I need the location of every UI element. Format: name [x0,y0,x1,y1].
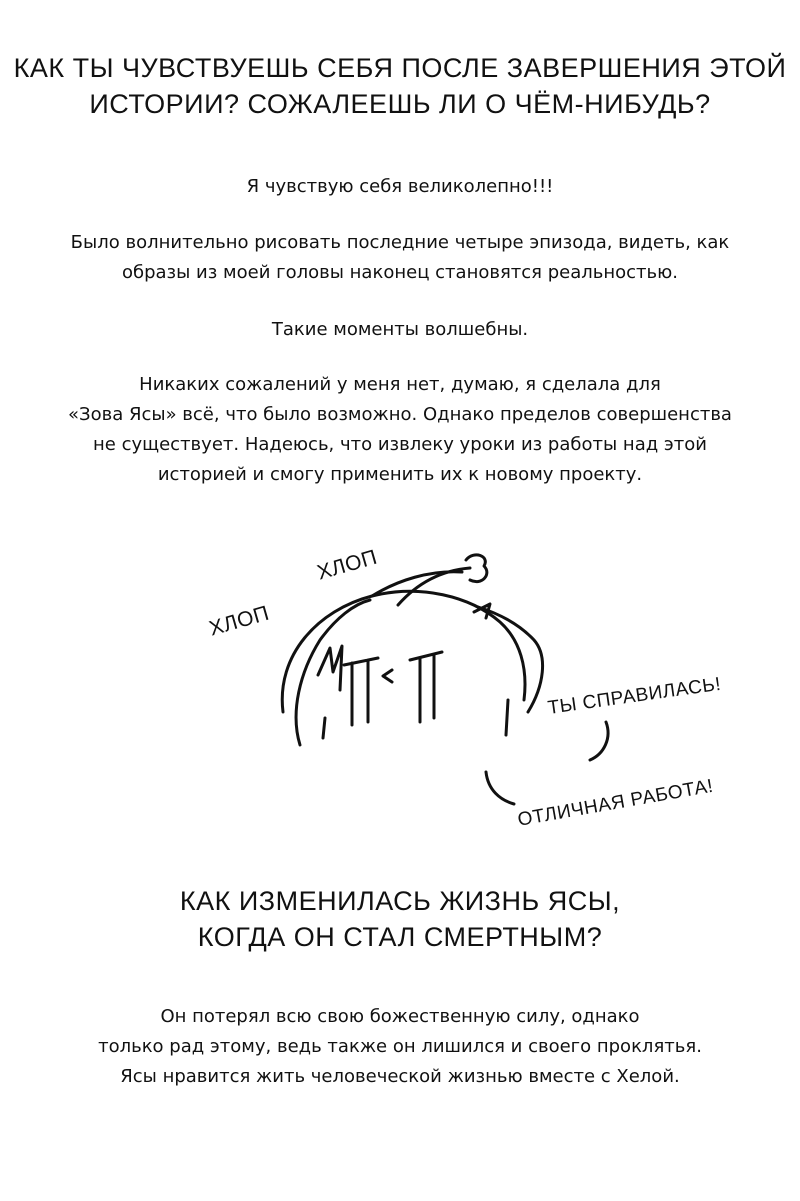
left-arm [296,600,370,745]
paragraph-line: только рад этому, ведь также он лишился и своего проклятья. [98,1036,702,1057]
paragraph-line: Никаких сожалений у меня нет, думаю, я сделала для [139,374,661,395]
speech-you-did-it: ТЫ СПРАВИЛАСЬ! [546,673,723,719]
paragraph-line: Я чувствую себя великолепно!!! [246,176,554,197]
left-hand [318,646,342,690]
question-heading-1 [0,50,800,122]
heading-line: КОГДА ОН СТАЛ СМЕРТНЫМ? [197,922,603,952]
paragraph-line: «Зова Ясы» всё, что было возможно. Однако пределов совершенства [68,404,732,425]
paragraph-line: Было волнительно рисовать последние четыре эпизода, видеть, как [70,232,730,253]
body-line-right [506,700,508,735]
head-outline [282,591,525,712]
paragraph-line: Он потерял всю свою божественную силу, однако [160,1006,640,1027]
answer-paragraph-5 [40,1002,760,1092]
right-hand [466,555,487,582]
hair-strand [372,572,462,596]
right-eye [410,652,442,722]
sfx-clap-left: ХЛОП [206,601,272,641]
paragraph-line: историей и смогу применить их к новому проекту. [157,464,643,485]
answer-paragraph-2 [40,228,760,288]
heading-line: КАК ИЗМЕНИЛАСЬ ЖИЗНЬ ЯСЫ, [179,886,621,916]
paragraph-line: Ясы нравится жить человеческой жизнью вместе с Хелой. [120,1066,680,1087]
question-heading-2 [0,883,800,955]
body-line-left [323,718,325,738]
paragraph-line: не существует. Надеюсь, что извлеку уроки из работы над этой [93,434,707,455]
heading-line: ИСТОРИИ? СОЖАЛЕЕШЬ ЛИ О ЧЁМ-НИБУДЬ? [89,89,711,119]
mouth [383,670,392,682]
speech-tail-1 [590,722,608,760]
left-eye [344,658,378,725]
paragraph-line: образы из моей головы наконец становятся реальностью. [121,262,679,283]
right-arm-lower [478,607,543,712]
sfx-clap-top: ХЛОП [314,545,380,585]
speech-great-work: ОТЛИЧНАЯ РАБОТА! [516,775,715,831]
right-arm [398,568,470,605]
heading-line: КАК ТЫ ЧУВСТВУЕШЬ СЕБЯ ПОСЛЕ ЗАВЕРШЕНИЯ ЭТОЙ [13,53,787,83]
answer-paragraph-4 [40,370,760,490]
right-arm-detail [474,604,490,618]
speech-tail-2 [486,772,514,804]
answer-paragraph-3 [40,315,760,345]
answer-paragraph-1 [40,172,760,202]
paragraph-line: Такие моменты волшебны. [271,319,529,340]
